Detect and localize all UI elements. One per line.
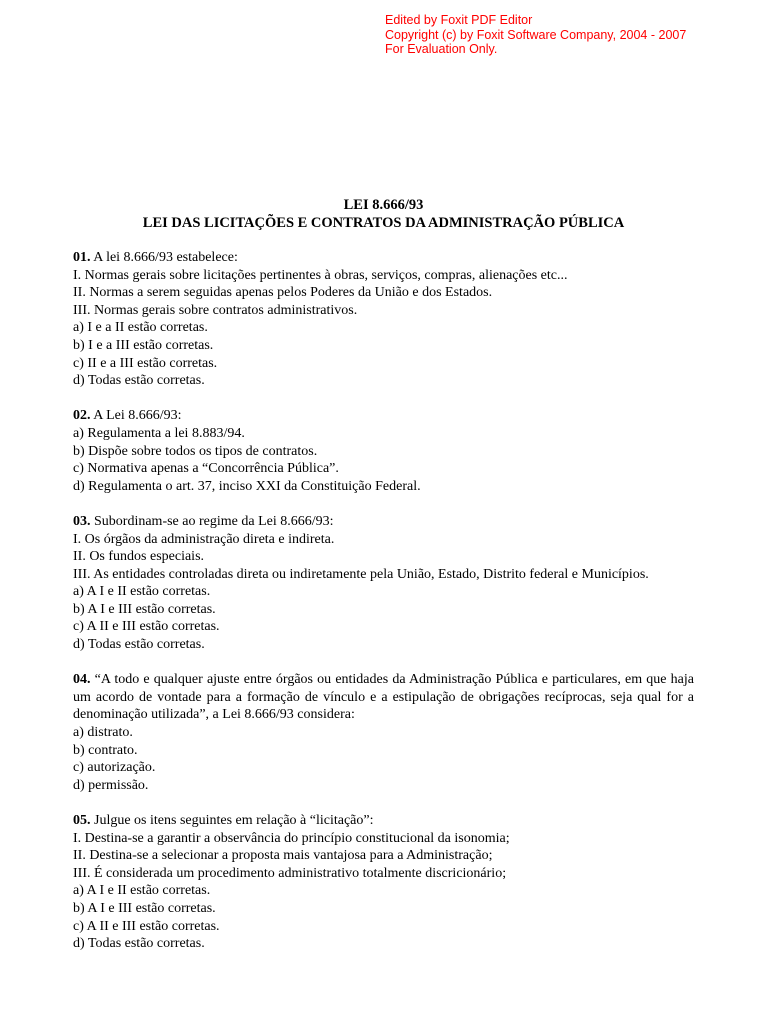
law-number-heading: LEI 8.666/93 [343, 197, 424, 213]
question-item: II. Normas a serem seguidas apenas pelos Poderes da União e dos Estados. [73, 285, 493, 301]
answer-option: d) Todas estão corretas. [73, 637, 205, 653]
question-item: II. Os fundos especiais. [73, 549, 205, 565]
question-item: I. Destina-se a garantir a observância do princípio constitucional da isonomia; [73, 830, 510, 846]
question-text: Subordinam-se ao regime da Lei 8.666/93: [90, 513, 334, 529]
question-01 [73, 249, 694, 390]
question-number: 03. [73, 513, 91, 529]
answer-option: c) Normativa apenas a “Concorrência Pública”. [73, 461, 339, 477]
answer-option: d) Todas estão corretas. [73, 373, 205, 389]
question-text: A Lei 8.666/93: [90, 408, 182, 424]
answer-option: b) A I e III estão corretas. [73, 900, 216, 916]
question-02 [73, 407, 694, 495]
question-number: 04. [73, 672, 91, 688]
question-item: III. É considerada um procedimento administrativo totalmente discricionário; [73, 865, 507, 881]
question-text: A lei 8.666/93 estabelece: [90, 250, 238, 265]
answer-option: c) autorização. [73, 760, 156, 776]
answer-option: b) contrato. [73, 742, 138, 758]
answer-option: d) permissão. [73, 777, 149, 793]
answer-option: a) I e a II estão corretas. [73, 320, 208, 336]
question-stem [73, 513, 694, 531]
question-05 [73, 812, 694, 953]
question-number: 05. [73, 813, 91, 828]
question-number: 02. [73, 408, 91, 424]
answer-option: d) Regulamenta o art. 37, inciso XXI da Constituição Federal. [73, 478, 421, 494]
question-item: I. Normas gerais sobre licitações pertinentes à obras, serviços, compras, alienações etc... [73, 267, 568, 283]
watermark-line-1: Edited by Foxit PDF Editor [385, 13, 533, 27]
question-stem [73, 249, 694, 267]
question-item: II. Destina-se a selecionar a proposta mais vantajosa para a Administração; [73, 848, 493, 864]
question-03 [73, 513, 694, 654]
question-04 [73, 671, 694, 794]
question-text: “A todo e qualquer ajuste entre órgãos ou entidades da Administração Pública e particulares, em que haja um acordo de vontade para a formação de vínculo e a estipulação de obrigações recíprocas, seja qual for a denominação utilizada”, a Lei 8.666/93 considera: [73, 672, 694, 723]
question-stem [73, 812, 694, 830]
answer-option: a) Regulamenta a lei 8.883/94. [73, 425, 245, 441]
question-number: 01. [73, 250, 91, 265]
watermark-line-2: Copyright (c) by Foxit Software Company, 2004 - 2007 [385, 27, 687, 42]
watermark-line-3: For Evaluation Only. [385, 42, 498, 56]
question-item: III. Normas gerais sobre contratos administrativos. [73, 302, 358, 318]
document-page [73, 196, 694, 970]
answer-option: a) A I e II estão corretas. [73, 883, 211, 899]
question-item: III. As entidades controladas direta ou indiretamente pela União, Estado, Distrito federal e Municípios. [73, 566, 649, 582]
answer-option: b) I e a III estão corretas. [73, 337, 214, 353]
answer-option: c) A II e III estão corretas. [73, 619, 220, 635]
answer-option: c) II e a III estão corretas. [73, 355, 218, 371]
answer-option: c) A II e III estão corretas. [73, 918, 220, 934]
document-title [73, 196, 694, 232]
answer-option: a) distrato. [73, 725, 133, 741]
question-stem [73, 671, 694, 724]
question-text: Julgue os itens seguintes em relação à “licitação”: [90, 813, 374, 828]
answer-option: b) A I e III estão corretas. [73, 601, 216, 617]
law-name-heading: LEI DAS LICITAÇÕES E CONTRATOS DA ADMINISTRAÇÃO PÚBLICA [142, 215, 625, 231]
answer-option: b) Dispõe sobre todos os tipos de contratos. [73, 443, 318, 459]
question-item: I. Os órgãos da administração direta e indireta. [73, 531, 335, 547]
answer-option: d) Todas estão corretas. [73, 936, 205, 952]
answer-option: a) A I e II estão corretas. [73, 584, 211, 600]
foxit-watermark [385, 13, 686, 57]
question-stem [73, 407, 694, 425]
